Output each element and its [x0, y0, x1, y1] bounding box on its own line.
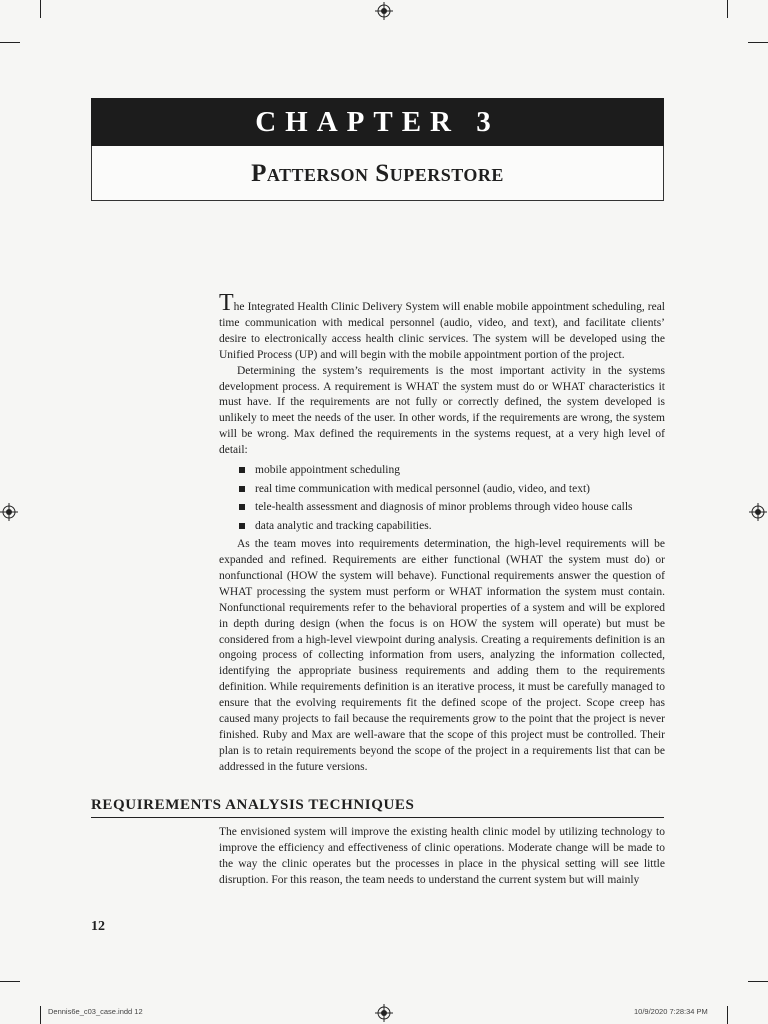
registration-mark-icon	[375, 2, 393, 20]
chapter-title-box	[91, 146, 664, 201]
crop-mark	[727, 1006, 728, 1024]
chapter-title: Patterson Superstore	[251, 160, 504, 187]
registration-mark-icon	[375, 1004, 393, 1022]
list-item: data analytic and tracking capabilities.	[239, 517, 665, 536]
list-item: mobile appointment scheduling	[239, 461, 665, 480]
section-heading: REQUIREMENTS ANALYSIS TECHNIQUES	[91, 797, 664, 818]
intro-paragraph-3: As the team moves into requirements determination, the high-level requirements will be expanded and refined. Requirements are either functional (WHAT the system must do) or nonfunctional (HOW the system will behave). Functional requirements answer the question of WHAT processing the system must perform or WHAT information the system must contain. Nonfunctional requirements refer to the behavioral properties of a system and will be explored in depth during design (when the focus is on HOW the system will operate) but must be considered from a high-level viewpoint during analysis. Creating a requirements definition is an ongoing process of collecting information from users, analyzing the information collected, identifying the appropriate business requirements and adding them to the requirements definition. While requirements definition is an iterative process, it must be carefully managed to ensure that the evolving requirements fit the defined scope of the project. Scope creep has caused many projects to fail because the requirements grow to the point that the project is never finished. Ruby and Max are well-aware that the scope of this project must be controlled. Their plan is to retain requirements beyond the scope of the project in a requirements list that can be addressed in the future versions.	[219, 538, 665, 773]
section-paragraph-1: The envisioned system will improve the existing health clinic model by utilizing technology to improve the efficiency and effectiveness of clinic operations. Moderate change will be made to the way the clinic operates but the processes in place in the physical setting will see little disruption. For this reason, the team needs to understand the current system but will mainly	[219, 826, 665, 886]
intro-body	[219, 290, 665, 776]
bullet-square-icon	[239, 504, 245, 510]
print-timestamp: 10/9/2020 7:28:34 PM	[634, 1007, 708, 1016]
intro-paragraph-1	[219, 290, 665, 364]
bullet-square-icon	[239, 486, 245, 492]
crop-mark	[0, 981, 20, 982]
section-body	[219, 825, 665, 889]
bullet-square-icon	[239, 523, 245, 529]
crop-mark	[748, 981, 768, 982]
page-number: 12	[91, 919, 105, 934]
drop-cap: T	[219, 290, 234, 316]
crop-mark	[727, 0, 728, 18]
crop-mark	[40, 0, 41, 18]
chapter-label: CHAPTER 3	[91, 98, 664, 146]
crop-mark	[748, 42, 768, 43]
intro-paragraph-2: Determining the system’s requirements is the most important activity in the systems development process. A requirement is WHAT the system must do or WHAT characteristics it must have. If the requirements are not fully or correctly defined, the system developed is unlikely to meet the needs of the user. In other words, if the requirements are wrong, the system will be wrong. Max defined the requirements in the systems request, at a very high level of detail:	[219, 364, 665, 457]
list-item: tele-health assessment and diagnosis of minor problems through video house calls	[239, 498, 665, 517]
crop-mark	[0, 42, 20, 43]
requirements-list	[219, 461, 665, 535]
bullet-square-icon	[239, 467, 245, 473]
crop-mark	[40, 1006, 41, 1024]
registration-mark-icon	[749, 503, 767, 521]
registration-mark-icon	[0, 503, 18, 521]
file-slug: Dennis6e_c03_case.indd 12	[48, 1007, 143, 1016]
intro-paragraph-1-text: he Integrated Health Clinic Delivery System will enable mobile appointment scheduling, real time communication with medical personnel (audio, video, and text), and facilitate clients’ desire to electronically access health clinic services. The system will be developed using the Unified Process (UP) and will begin with the mobile appointment portion of the project.	[219, 301, 665, 361]
list-item: real time communication with medical personnel (audio, video, and text)	[239, 480, 665, 499]
